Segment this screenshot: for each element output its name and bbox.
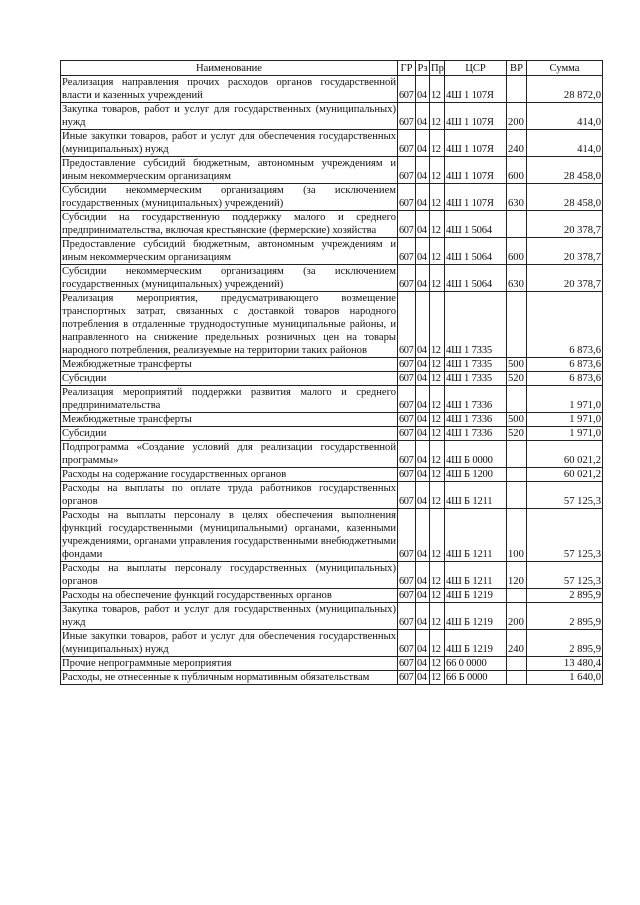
- row-rz: 04: [416, 157, 430, 184]
- table-row: [61, 130, 603, 157]
- row-rz: 04: [416, 211, 430, 238]
- row-name: Прочие непрограммные мероприятия: [61, 657, 398, 671]
- row-vr: [507, 211, 527, 238]
- row-sum: 1 640,0: [527, 671, 603, 685]
- row-name: Расходы на содержание государственных органов: [61, 468, 398, 482]
- row-csr: 4Ш 1 7335: [445, 292, 507, 358]
- table-row: [61, 509, 603, 562]
- table-row: [61, 562, 603, 589]
- row-name: Закупка товаров, работ и услуг для государственных (муниципальных) нужд: [62, 604, 396, 628]
- row-rz: 04: [416, 413, 430, 427]
- row-pr: 12: [430, 671, 445, 685]
- header-name: Наименование: [61, 61, 398, 76]
- table-row: [61, 603, 603, 630]
- row-gr: 607: [398, 238, 416, 265]
- row-rz: 04: [416, 671, 430, 685]
- table-row: [61, 358, 603, 372]
- row-pr: 12: [430, 103, 445, 130]
- budget-table-container: [60, 60, 603, 685]
- header-vr: ВР: [507, 61, 527, 76]
- row-pr: 12: [430, 76, 445, 103]
- row-csr: 4Ш 1 7335: [445, 358, 507, 372]
- row-csr: 66 0 0000: [445, 657, 507, 671]
- row-gr: 607: [398, 211, 416, 238]
- row-gr: 607: [398, 372, 416, 386]
- row-csr: 4Ш Б 1200: [445, 468, 507, 482]
- row-rz: 04: [416, 562, 430, 589]
- row-name: Субсидии: [61, 372, 398, 386]
- row-vr: 240: [507, 630, 527, 657]
- row-gr: 607: [398, 468, 416, 482]
- budget-table: [60, 60, 603, 685]
- table-header-row: [61, 61, 603, 76]
- row-sum: 1 971,0: [527, 427, 603, 441]
- row-csr: 4Ш Б 1219: [445, 603, 507, 630]
- row-sum: 57 125,3: [527, 562, 603, 589]
- row-sum: 414,0: [527, 103, 603, 130]
- row-pr: 12: [430, 630, 445, 657]
- row-sum: 60 021,2: [527, 441, 603, 468]
- table-row: [61, 482, 603, 509]
- row-sum: 2 895,9: [527, 630, 603, 657]
- row-gr: 607: [398, 509, 416, 562]
- table-row: [61, 292, 603, 358]
- row-csr: 4Ш Б 0000: [445, 441, 507, 468]
- row-name: Субсидии некоммерческим организациям (за исключением государственных (муниципальных) учреждений): [62, 185, 396, 209]
- header-gr: ГР: [398, 61, 416, 76]
- row-name: Субсидии: [61, 427, 398, 441]
- row-csr: 4Ш Б 1211: [445, 562, 507, 589]
- row-pr: 12: [430, 211, 445, 238]
- row-csr: 4Ш 1 107Я: [445, 76, 507, 103]
- row-sum: 28 872,0: [527, 76, 603, 103]
- row-rz: 04: [416, 358, 430, 372]
- table-row: [61, 157, 603, 184]
- row-pr: 12: [430, 386, 445, 413]
- row-gr: 607: [398, 657, 416, 671]
- row-pr: 12: [430, 372, 445, 386]
- row-name: Реализация мероприятия, предусматривающего возмещение транспортных затрат, связанных с доставкой товаров народного потребления в отдаленные труднодоступные муниципальные районы, и направленного на снижение предельных розничных цен на товары народного потребления, реализуемые на территории таких районов: [62, 293, 396, 356]
- row-sum: 57 125,3: [527, 482, 603, 509]
- row-pr: 12: [430, 358, 445, 372]
- row-sum: 6 873,6: [527, 292, 603, 358]
- row-vr: 120: [507, 562, 527, 589]
- row-vr: [507, 671, 527, 685]
- row-name: Субсидии на государственную поддержку малого и среднего предпринимательства, включая крестьянские (фермерские) хозяйства: [62, 212, 396, 236]
- table-row: [61, 441, 603, 468]
- row-gr: 607: [398, 265, 416, 292]
- row-rz: 04: [416, 603, 430, 630]
- row-csr: 4Ш 1 5064: [445, 265, 507, 292]
- row-vr: [507, 468, 527, 482]
- row-sum: 1 971,0: [527, 413, 603, 427]
- row-csr: 4Ш Б 1219: [445, 630, 507, 657]
- row-name: Иные закупки товаров, работ и услуг для обеспечения государственных (муниципальных) нужд: [62, 631, 396, 655]
- row-name: Межбюджетные трансферты: [61, 358, 398, 372]
- row-name: Реализация направления прочих расходов органов государственной власти и казенных учреждений: [62, 77, 396, 101]
- table-row: [61, 427, 603, 441]
- row-gr: 607: [398, 589, 416, 603]
- row-gr: 607: [398, 427, 416, 441]
- row-pr: 12: [430, 413, 445, 427]
- row-rz: 04: [416, 630, 430, 657]
- row-csr: 4Ш 1 7335: [445, 372, 507, 386]
- row-sum: 57 125,3: [527, 509, 603, 562]
- row-csr: 4Ш 1 107Я: [445, 103, 507, 130]
- row-rz: 04: [416, 441, 430, 468]
- row-gr: 607: [398, 130, 416, 157]
- row-vr: 500: [507, 413, 527, 427]
- row-vr: 520: [507, 427, 527, 441]
- row-csr: 4Ш 1 7336: [445, 413, 507, 427]
- row-sum: 13 480,4: [527, 657, 603, 671]
- row-sum: 20 378,7: [527, 265, 603, 292]
- row-gr: 607: [398, 184, 416, 211]
- row-pr: 12: [430, 441, 445, 468]
- row-vr: [507, 76, 527, 103]
- table-body: [61, 76, 603, 685]
- row-rz: 04: [416, 657, 430, 671]
- row-gr: 607: [398, 630, 416, 657]
- row-rz: 04: [416, 265, 430, 292]
- row-rz: 04: [416, 386, 430, 413]
- header-rz: Рз: [417, 62, 428, 74]
- row-csr: 66 Б 0000: [445, 671, 507, 685]
- row-name: Расходы на выплаты по оплате труда работников государственных органов: [62, 483, 396, 507]
- row-csr: 4Ш Б 1211: [445, 482, 507, 509]
- row-pr: 12: [430, 468, 445, 482]
- row-gr: 607: [398, 603, 416, 630]
- row-rz: 04: [416, 427, 430, 441]
- row-csr: 4Ш 1 5064: [445, 211, 507, 238]
- row-rz: 04: [416, 103, 430, 130]
- row-pr: 12: [430, 589, 445, 603]
- row-sum: 1 971,0: [527, 386, 603, 413]
- row-rz: 04: [416, 130, 430, 157]
- header-csr: ЦСР: [445, 61, 507, 76]
- table-row: [61, 657, 603, 671]
- row-sum: 60 021,2: [527, 468, 603, 482]
- row-sum: 20 378,7: [527, 238, 603, 265]
- row-pr: 12: [430, 130, 445, 157]
- row-name: Расходы на обеспечение функций государственных органов: [61, 589, 398, 603]
- row-csr: 4Ш 1 7336: [445, 386, 507, 413]
- row-vr: 630: [507, 265, 527, 292]
- row-pr: 12: [430, 238, 445, 265]
- row-name: Иные закупки товаров, работ и услуг для обеспечения государственных (муниципальных) нужд: [62, 131, 396, 155]
- row-pr: 12: [430, 482, 445, 509]
- row-name: Реализация мероприятий поддержки развития малого и среднего предпринимательства: [62, 387, 396, 411]
- row-gr: 607: [398, 386, 416, 413]
- row-vr: [507, 657, 527, 671]
- table-row: [61, 386, 603, 413]
- row-name: Предоставление субсидий бюджетным, автономным учреждениям и иным некоммерческим организациям: [62, 158, 396, 182]
- row-gr: 607: [398, 358, 416, 372]
- row-pr: 12: [430, 509, 445, 562]
- row-vr: [507, 386, 527, 413]
- row-vr: 600: [507, 238, 527, 265]
- row-rz: 04: [416, 468, 430, 482]
- row-gr: 607: [398, 671, 416, 685]
- row-csr: 4Ш Б 1219: [445, 589, 507, 603]
- row-rz: 04: [416, 509, 430, 562]
- row-name: Межбюджетные трансферты: [61, 413, 398, 427]
- row-pr: 12: [430, 265, 445, 292]
- row-gr: 607: [398, 413, 416, 427]
- row-rz: 04: [416, 292, 430, 358]
- row-vr: 200: [507, 603, 527, 630]
- row-pr: 12: [430, 184, 445, 211]
- row-gr: 607: [398, 157, 416, 184]
- row-vr: 500: [507, 358, 527, 372]
- row-rz: 04: [416, 589, 430, 603]
- row-name: Расходы на выплаты персоналу государственных (муниципальных) органов: [62, 563, 396, 587]
- row-name: Закупка товаров, работ и услуг для государственных (муниципальных) нужд: [62, 104, 396, 128]
- table-row: [61, 372, 603, 386]
- row-sum: 2 895,9: [527, 603, 603, 630]
- row-csr: 4Ш 1 107Я: [445, 157, 507, 184]
- row-pr: 12: [430, 427, 445, 441]
- row-csr: 4Ш Б 1211: [445, 509, 507, 562]
- table-row: [61, 630, 603, 657]
- table-row: [61, 413, 603, 427]
- row-name: Предоставление субсидий бюджетным, автономным учреждениям и иным некоммерческим организациям: [62, 239, 396, 263]
- row-pr: 12: [430, 292, 445, 358]
- row-name: Расходы, не отнесенные к публичным нормативным обязательствам: [61, 671, 398, 685]
- table-row: [61, 468, 603, 482]
- row-name: Расходы на выплаты персоналу в целях обеспечения выполнения функций государственными (муниципальными) органами, казенными учреждениями, органами управления государственными внебюджетными фондами: [62, 510, 396, 560]
- row-gr: 607: [398, 103, 416, 130]
- table-row: [61, 184, 603, 211]
- row-gr: 607: [398, 292, 416, 358]
- table-row: [61, 238, 603, 265]
- row-sum: 6 873,6: [527, 372, 603, 386]
- row-vr: [507, 292, 527, 358]
- row-pr: 12: [430, 562, 445, 589]
- row-rz: 04: [416, 372, 430, 386]
- row-rz: 04: [416, 482, 430, 509]
- row-sum: 28 458,0: [527, 157, 603, 184]
- row-gr: 607: [398, 441, 416, 468]
- row-csr: 4Ш 1 107Я: [445, 184, 507, 211]
- row-sum: 20 378,7: [527, 211, 603, 238]
- row-vr: [507, 589, 527, 603]
- row-sum: 6 873,6: [527, 358, 603, 372]
- row-sum: 414,0: [527, 130, 603, 157]
- header-pr: Пр: [431, 62, 444, 74]
- row-gr: 607: [398, 482, 416, 509]
- row-gr: 607: [398, 76, 416, 103]
- row-rz: 04: [416, 184, 430, 211]
- table-row: [61, 103, 603, 130]
- row-vr: 240: [507, 130, 527, 157]
- row-pr: 12: [430, 657, 445, 671]
- row-csr: 4Ш 1 5064: [445, 238, 507, 265]
- table-row: [61, 671, 603, 685]
- row-vr: 100: [507, 509, 527, 562]
- table-row: [61, 76, 603, 103]
- row-sum: 28 458,0: [527, 184, 603, 211]
- row-name: Субсидии некоммерческим организациям (за исключением государственных (муниципальных) учреждений): [62, 266, 396, 290]
- row-name: Подпрограмма «Создание условий для реализации государственной программы»: [62, 442, 396, 466]
- row-pr: 12: [430, 603, 445, 630]
- row-vr: 600: [507, 157, 527, 184]
- row-pr: 12: [430, 157, 445, 184]
- row-sum: 2 895,9: [527, 589, 603, 603]
- row-vr: 200: [507, 103, 527, 130]
- table-row: [61, 589, 603, 603]
- row-csr: 4Ш 1 7336: [445, 427, 507, 441]
- row-gr: 607: [398, 562, 416, 589]
- table-row: [61, 265, 603, 292]
- row-vr: [507, 482, 527, 509]
- row-rz: 04: [416, 238, 430, 265]
- row-vr: [507, 441, 527, 468]
- table-row: [61, 211, 603, 238]
- row-vr: 630: [507, 184, 527, 211]
- row-csr: 4Ш 1 107Я: [445, 130, 507, 157]
- row-rz: 04: [416, 76, 430, 103]
- row-vr: 520: [507, 372, 527, 386]
- header-sum: Сумма: [527, 61, 603, 76]
